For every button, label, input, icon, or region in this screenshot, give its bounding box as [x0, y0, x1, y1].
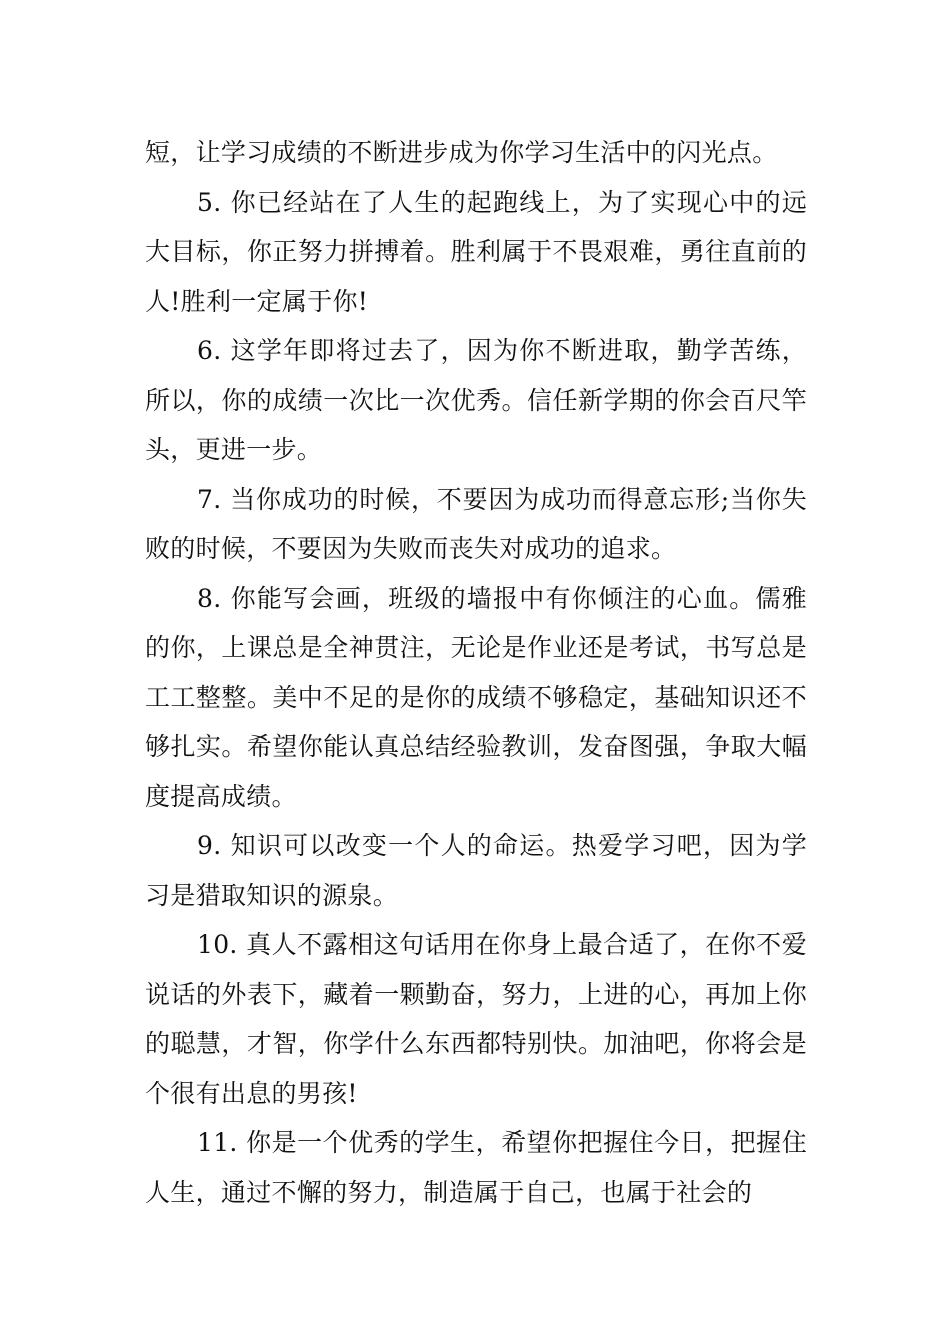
paragraph-item-7: 7. 当你成功的时候，不要因为成功而得意忘形;当你失败的时候，不要因为失败而丧失对成功的追求。	[145, 484, 807, 563]
paragraph-continuation: 短，让学习成绩的不断进步成为你学习生活中的闪光点。	[145, 138, 778, 167]
paragraph-item-9: 9. 知识可以改变一个人的命运。热爱学习吧，因为学习是猎取知识的源泉。	[145, 831, 807, 910]
paragraph-item-11: 11. 你是一个优秀的学生，希望你把握住今日，把握住人生，通过不懈的努力，制造属于自己，也属于社会的	[145, 1128, 807, 1207]
paragraph-item-10: 10. 真人不露相这句话用在你身上最合适了，在你不爱说话的外表下，藏着一颗勤奋，努力，上进的心，再加上你的聪慧，才智，你学什么东西都特别快。加油吧，你将会是个很有出息的男孩!	[145, 930, 807, 1108]
document-body	[145, 128, 807, 1217]
paragraph-item-6: 6. 这学年即将过去了，因为你不断进取，勤学苦练，所以，你的成绩一次比一次优秀。信任新学期的你会百尺竿头，更进一步。	[145, 336, 807, 464]
paragraph-item-8: 8. 你能写会画，班级的墙报中有你倾注的心血。儒雅的你，上课总是全神贯注，无论是作业还是考试，书写总是工工整整。美中不足的是你的成绩不够稳定，基础知识还不够扎实。希望你能认真总结经验教训，发奋图强，争取大幅度提高成绩。	[145, 583, 807, 811]
paragraph-item-5: 5. 你已经站在了人生的起跑线上，为了实现心中的远大目标，你正努力拼搏着。胜利属于不畏艰难，勇往直前的人!胜利一定属于你!	[145, 187, 807, 316]
